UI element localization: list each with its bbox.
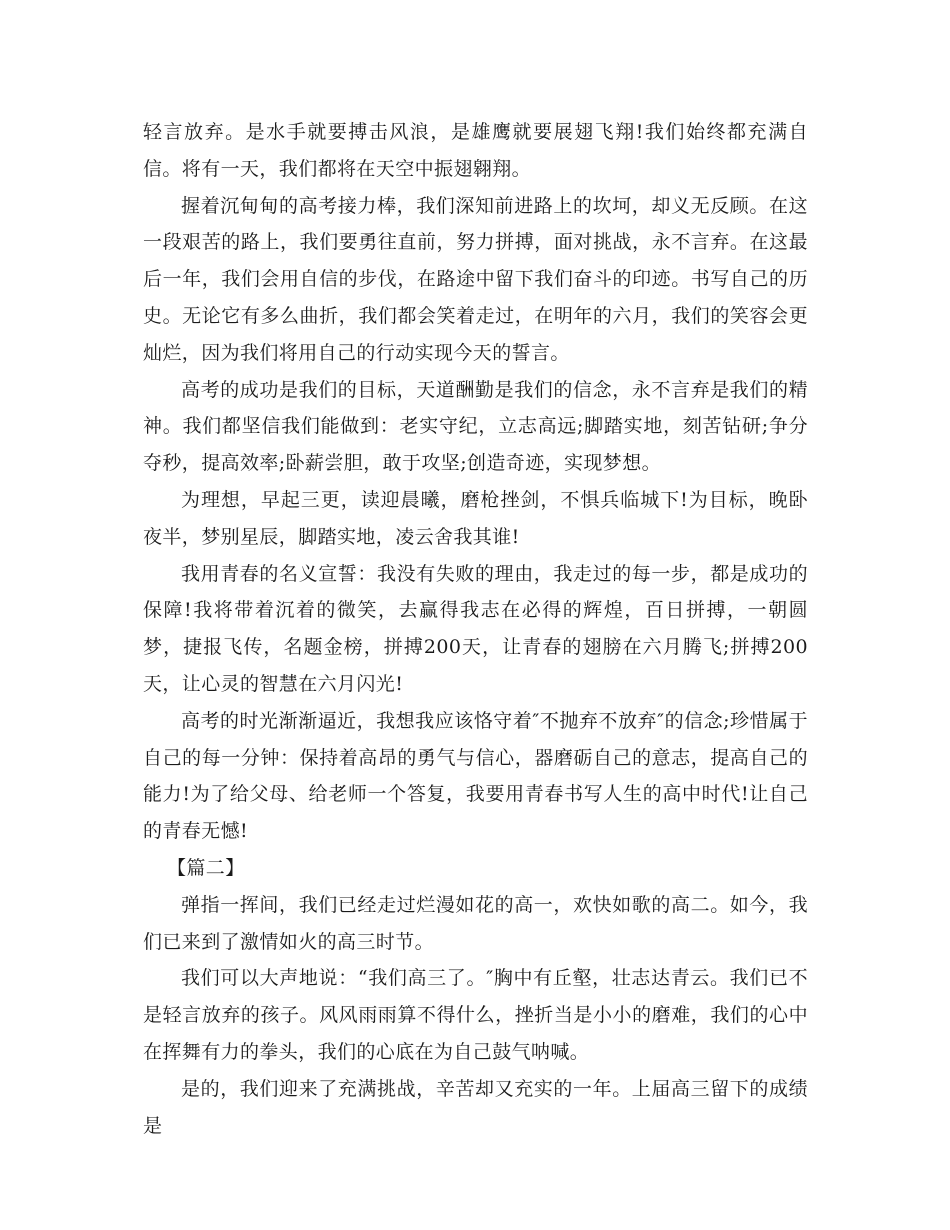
paragraph-9: 是的，我们迎来了充满挑战，辛苦却又充实的一年。上届高三留下的成绩是	[143, 1077, 808, 1137]
paragraph-8: 我们可以大声地说：“我们高三了。″胸中有丘壑，壮志达青云。我们已不是轻言放弃的孩子。风风雨雨算不得什么，挫折当是小小的磨难，我们的心中在挥舞有力的拳头，我们的心底在为自己鼓气呐喊。	[143, 967, 808, 1063]
paragraph-5: 我用青春的名义宣誓：我没有失败的理由，我走过的每一步，都是成功的保障!我将带着沉着的微笑，去赢得我志在必得的辉煌，百日拼搏，一朝圆梦，捷报飞传，名题金榜，拼搏200天，让青春的翅膀在六月腾飞;拼搏200天，让心灵的智慧在六月闪光!	[143, 562, 808, 695]
paragraph-1: 轻言放弃。是水手就要搏击风浪，是雄鹰就要展翅飞翔!我们始终都充满自信。将有一天，我们都将在天空中振翅翱翔。	[143, 121, 808, 180]
paragraph-3: 高考的成功是我们的目标，天道酬勤是我们的信念，永不言弃是我们的精神。我们都坚信我们能做到：老实守纪，立志高远;脚踏实地，刻苦钻研;争分夺秒，提高效率;卧薪尝胆，敢于攻坚;创造奇迹，实现梦想。	[143, 378, 808, 475]
paragraph-7: 弹指一挥间，我们已经走过烂漫如花的高一，欢快如歌的高二。如今，我们已来到了激情如火的高三时节。	[143, 893, 808, 953]
document-body	[143, 114, 808, 1144]
paragraph-4: 为理想，早起三更，读迎晨曦，磨枪挫剑，不惧兵临城下!为目标，晚卧夜半，梦别星辰，脚踏实地，凌云舍我其谁!	[143, 488, 808, 548]
section-heading: 【篇二】	[167, 856, 245, 879]
paragraph-2: 握着沉甸甸的高考接力棒，我们深知前进路上的坎坷，却义无反顾。在这一段艰苦的路上，我们要勇往直前，努力拼搏，面对挑战，永不言弃。在这最后一年，我们会用自信的步伐，在路途中留下我们奋斗的印迹。书写自己的历史。无论它有多么曲折，我们都会笑着走过，在明年的六月，我们的笑容会更灿烂，因为我们将用自己的行动实现今天的誓言。	[143, 194, 808, 364]
paragraph-6: 高考的时光渐渐逼近，我想我应该恪守着″不抛弃不放弃″的信念;珍惜属于自己的每一分钟：保持着高昂的勇气与信心，器磨砺自己的意志，提高自己的能力!为了给父母、给老师一个答复，我要用青春书写人生的高中时代!让自己的青春无憾!	[143, 709, 808, 843]
